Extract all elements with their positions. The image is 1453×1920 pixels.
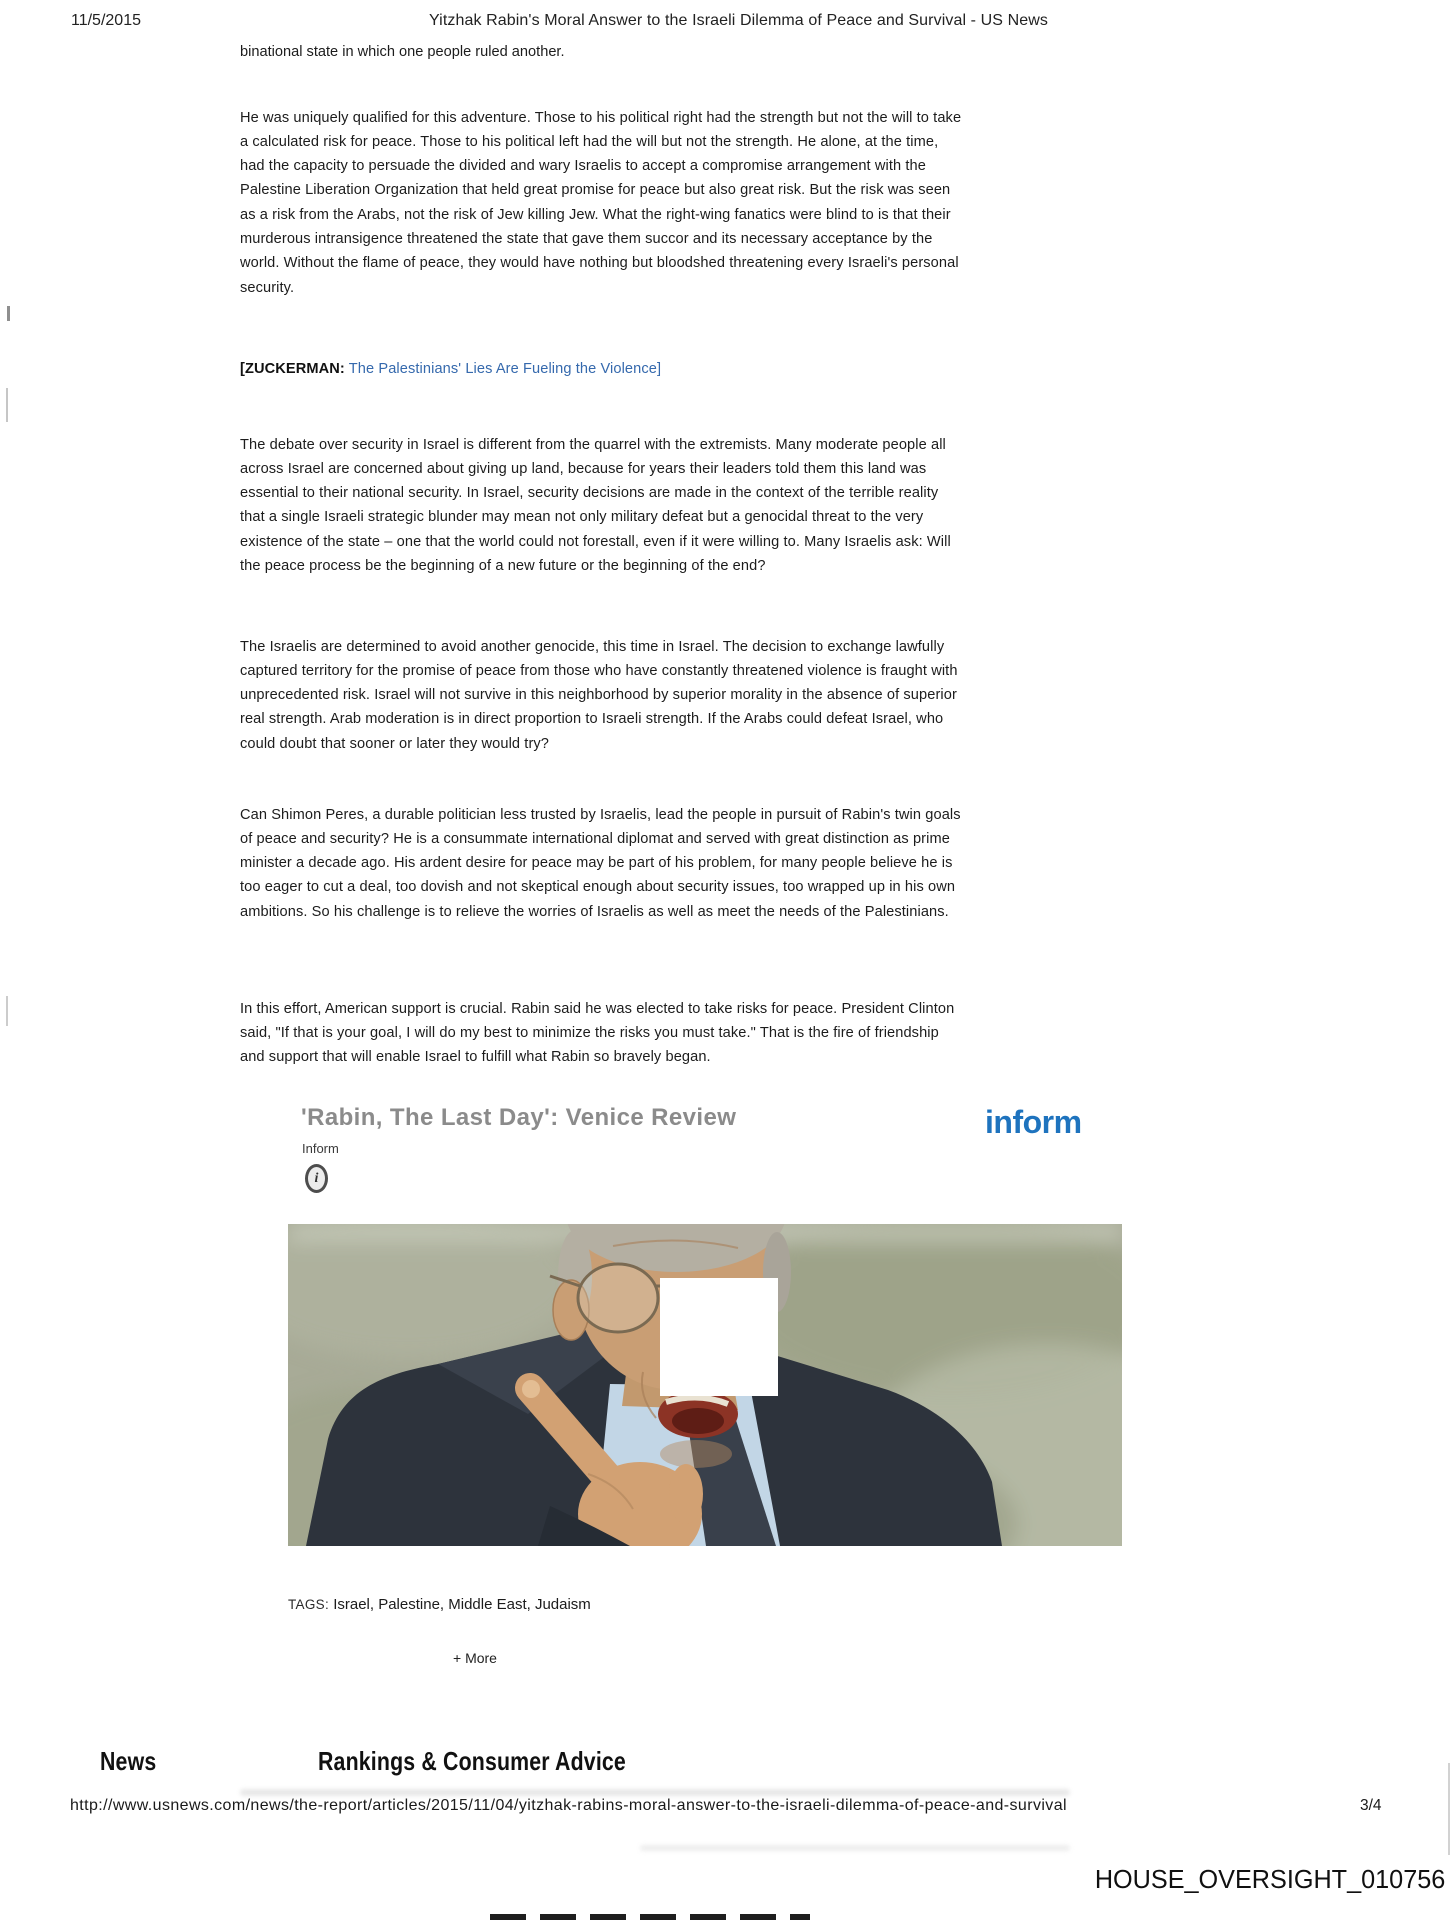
scan-artifact xyxy=(6,388,8,422)
redaction-box xyxy=(660,1278,778,1396)
article-paragraph: He was uniquely qualified for this adventure. Those to his political right had the strength but not the will to take a calculated risk for peace. Those to his political left had the will but not the strength. He alone, at the time, had the capacity to persuade the divided and wary Israelis to accept a compromise arrangement with the Palestine Liberation Organization that held great promise for peace but also great risk. But the risk was seen as a risk from the Arabs, not the risk of Jew killing Jew. What the right-wing fanatics were blind to is that their murderous intransigence threatened the state that gave them succor and its necessary acceptance by the world. Without the flame of peace, they would have nothing but bloodshed threatening every Israeli's personal security. xyxy=(240,109,962,296)
tags-row xyxy=(288,1596,591,1613)
page-title: Yitzhak Rabin's Moral Answer to the Israeli Dilemma of Peace and Survival - US News xyxy=(429,12,1049,29)
source-url: http://www.usnews.com/news/the-report/articles/2015/11/04/yitzhak-rabins-moral-answer-to-the-israeli-dilemma-of-peace-and-survival xyxy=(70,1797,1067,1814)
rabin-photo xyxy=(288,1224,1122,1546)
citation-suffix: ] xyxy=(656,361,662,377)
more-button[interactable]: + More xyxy=(453,1650,497,1666)
scan-artifact xyxy=(6,996,8,1026)
bates-stamp: HOUSE_OVERSIGHT_010756 xyxy=(1094,1864,1445,1894)
scan-artifact xyxy=(490,1914,810,1920)
footer-nav-rankings[interactable]: Rankings & Consumer Advice xyxy=(318,1746,626,1776)
paragraph-fragment: binational state in which one people ruled another. xyxy=(240,44,565,60)
citation-prefix: [ZUCKERMAN: xyxy=(240,361,345,377)
embed-source-label: Inform xyxy=(302,1141,339,1156)
inform-logo[interactable]: inform xyxy=(985,1104,1082,1140)
scan-artifact xyxy=(1448,1763,1450,1855)
footer-nav-news[interactable]: News xyxy=(100,1746,157,1776)
scan-artifact xyxy=(240,1789,1070,1796)
article-paragraph: The Israelis are determined to avoid another genocide, this time in Israel. The decision to exchange lawfully captured territory for the promise of peace from those who have constantly threatened violence is fraught with unprecedented risk. Israel will not survive in this neighborhood by superior morality in the absence of superior real strength. Arab moderation is in direct proportion to Israeli strength. If the Arabs could defeat Israel, who could doubt that sooner or later they would try? xyxy=(240,638,958,752)
article-paragraph: The debate over security in Israel is different from the quarrel with the extremists. Many moderate people all across Israel are concerned about giving up land, because for years their leaders told them this land was essential to their national security. In Israel, security decisions are made in the context of the terrible reality that a single Israeli strategic blunder may mean not only military defeat but a genocidal threat to the very existence of the state – one that the world could not forestall, even if it were willing to. Many Israelis ask: Will the peace process be the beginning of a new future or the beginning of the end? xyxy=(240,436,951,575)
info-icon[interactable]: i xyxy=(305,1164,328,1193)
tags-label: TAGS: xyxy=(288,1597,330,1612)
print-date: 11/5/2015 xyxy=(71,12,141,29)
page-number: 3/4 xyxy=(1360,1797,1382,1814)
zuckerman-citation xyxy=(240,361,661,377)
embed-headline[interactable]: 'Rabin, The Last Day': Venice Review xyxy=(301,1104,737,1131)
citation-link[interactable]: The Palestinians' Lies Are Fueling the Violence xyxy=(348,361,657,377)
article-paragraph: Can Shimon Peres, a durable politician less trusted by Israelis, lead the people in pursuit of Rabin's twin goals of peace and security? He is a consummate international diplomat and served with great distinction as prime minister a decade ago. His ardent desire for peace may be part of his problem, for many people believe he is too eager to cut a deal, too dovish and not skeptical enough about security issues, too wrapped up in his own ambitions. So his challenge is to relieve the worries of Israelis as well as meet the needs of the Palestinians. xyxy=(240,806,961,920)
scan-artifact xyxy=(640,1845,1070,1851)
article-paragraph: In this effort, American support is crucial. Rabin said he was elected to take risks for peace. President Clinton said, "If that is your goal, I will do my best to minimize the risks you must take." That is the fire of friendship and support that will enable Israel to fulfill what Rabin so bravely began. xyxy=(240,1000,955,1066)
scan-artifact xyxy=(7,306,10,321)
tags-list[interactable]: Israel, Palestine, Middle East, Judaism xyxy=(333,1596,591,1613)
